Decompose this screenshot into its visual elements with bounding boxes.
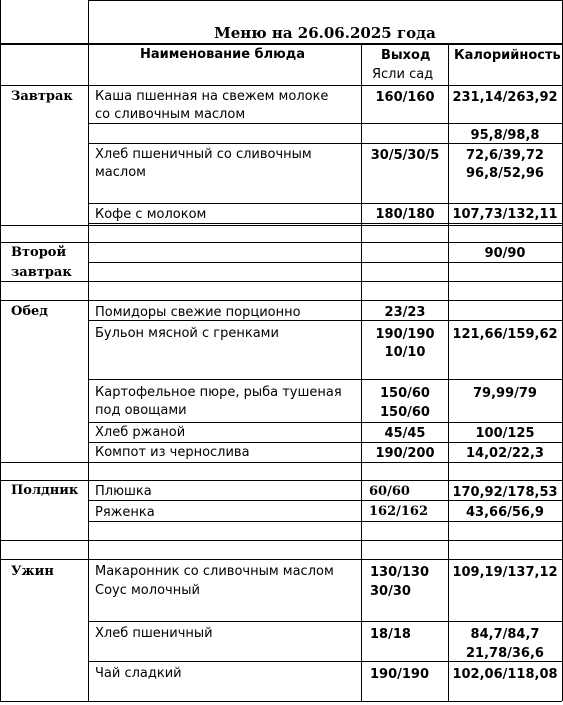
dish-calories: 14,02/22,3 <box>466 446 544 461</box>
header-calories: Калорийность <box>454 48 561 63</box>
dish-output: 190/200 <box>375 446 435 461</box>
dish-output: 150/60 <box>380 386 430 401</box>
dish-calories: 121,66/159,62 <box>452 327 558 342</box>
dish-name: Хлеб пшеничный со сливочным <box>95 147 312 162</box>
grid-line <box>0 85 562 86</box>
dish-name: Плюшка <box>95 484 152 499</box>
dish-name: Бульон мясной с гренками <box>95 326 279 341</box>
dish-calories: 100/125 <box>475 426 535 441</box>
dish-name: под овощами <box>95 403 187 418</box>
grid-line <box>0 480 562 481</box>
header-output: Выход <box>381 48 431 63</box>
grid-line <box>0 242 562 243</box>
grid-line <box>88 203 562 204</box>
grid-line <box>0 43 562 45</box>
dish-name: Чай сладкий <box>95 666 182 681</box>
grid-line <box>0 559 562 560</box>
grid-line <box>361 43 362 701</box>
header-dish-name: Наименование блюда <box>140 47 306 62</box>
dish-calories: 84,7/84,7 <box>470 627 540 642</box>
dish-calories: 102,06/118,08 <box>452 667 558 682</box>
grid-line <box>0 225 562 226</box>
dish-name: Хлеб пшеничный <box>95 626 213 641</box>
dish-calories: 109,19/137,12 <box>452 565 558 580</box>
dish-name: Ряженка <box>95 505 155 520</box>
grid-line <box>0 540 562 541</box>
dish-name: Компот из чернослива <box>95 445 250 460</box>
dish-output: 180/180 <box>375 207 435 222</box>
dish-output: 45/45 <box>384 426 426 441</box>
dish-calories: 90/90 <box>484 246 526 261</box>
header-output-sub: Ясли сад <box>372 67 434 82</box>
dish-name: маслом <box>95 165 146 180</box>
dish-output: 10/10 <box>384 345 426 360</box>
grid-line <box>0 701 562 702</box>
dish-name: Помидоры свежие порционно <box>95 305 301 320</box>
dish-output: 160/160 <box>375 90 435 105</box>
meal-second-breakfast-1: Второй <box>11 245 67 260</box>
dish-calories: 21,78/36,6 <box>466 646 544 661</box>
dish-calories: 231,14/263,92 <box>452 90 558 105</box>
dish-calories: 72,6/39,72 <box>466 148 544 163</box>
grid-line <box>88 480 89 540</box>
grid-line <box>88 379 562 380</box>
dish-output: 150/60 <box>380 405 430 420</box>
dish-output: 30/30 <box>370 584 411 599</box>
dish-output: 60/60 <box>369 484 410 499</box>
grid-line <box>88 559 89 701</box>
dish-output: 18/18 <box>370 627 411 642</box>
grid-line <box>88 281 89 300</box>
meal-breakfast: Завтрак <box>11 89 73 104</box>
dish-calories: 96,8/52,96 <box>466 166 544 181</box>
grid-line <box>0 300 562 301</box>
grid-line <box>0 0 1 701</box>
meal-snack: Полдник <box>11 483 79 498</box>
dish-name: Соус молочный <box>95 583 200 598</box>
dish-name: Картофельное пюре, рыба тушеная <box>95 385 342 400</box>
grid-line <box>0 281 562 282</box>
grid-line <box>88 462 89 480</box>
dish-output: 130/130 <box>370 565 430 580</box>
grid-line <box>88 621 562 622</box>
dish-output: 190/190 <box>375 327 435 342</box>
grid-line <box>88 300 89 462</box>
grid-line <box>88 242 89 281</box>
dish-name: Кофе с молоком <box>95 207 207 222</box>
dish-name: Каша пшенная на свежем молоке <box>95 89 329 104</box>
dish-calories: 95,8/98,8 <box>470 128 540 143</box>
grid-line <box>88 540 89 559</box>
grid-line <box>88 225 89 242</box>
grid-line <box>88 422 562 423</box>
dish-output: 162/162 <box>369 504 429 519</box>
dish-calories: 107,73/132,11 <box>452 207 558 222</box>
grid-line <box>88 0 562 1</box>
page-title: Меню на 26.06.2025 года <box>214 24 436 42</box>
dish-calories: 79,99/79 <box>473 386 537 401</box>
dish-calories: 43,66/56,9 <box>466 505 544 520</box>
dish-name: со сливочным маслом <box>95 107 246 122</box>
dish-name: Макаронник со сливочным маслом <box>95 564 334 579</box>
meal-second-breakfast-2: завтрак <box>11 265 72 280</box>
dish-name: Хлеб ржаной <box>95 425 186 440</box>
dish-output: 30/5/30/5 <box>370 148 440 163</box>
meal-lunch: Обед <box>11 304 48 319</box>
dish-output: 190/190 <box>370 667 430 682</box>
dish-calories: 170,92/178,53 <box>452 485 558 500</box>
meal-dinner: Ужин <box>11 564 54 579</box>
dish-output: 23/23 <box>384 305 426 320</box>
